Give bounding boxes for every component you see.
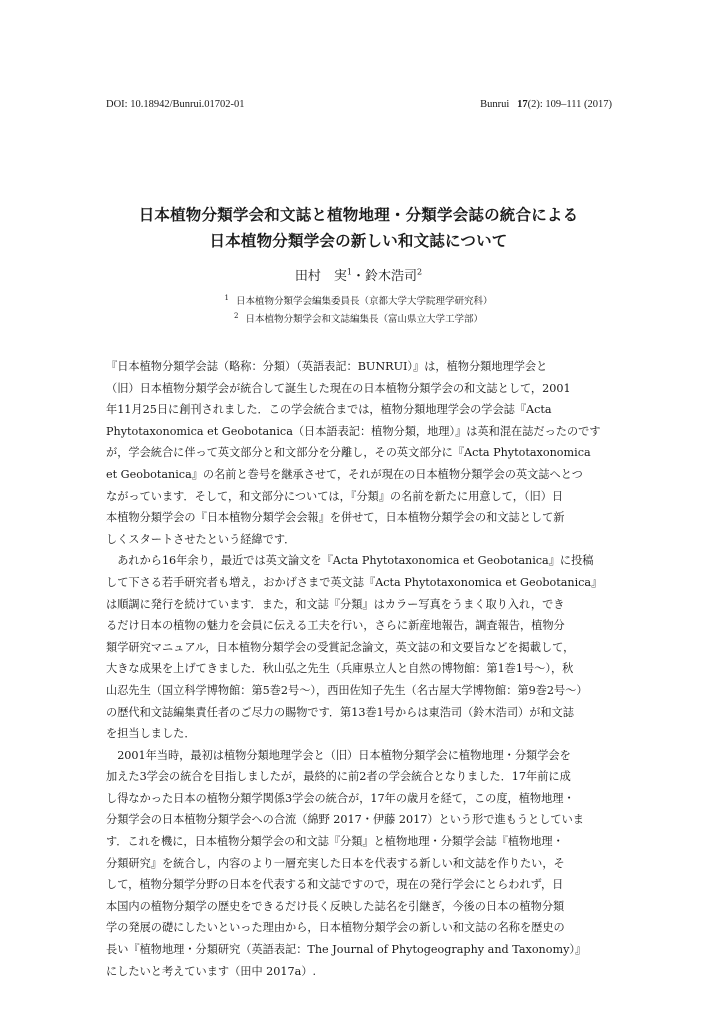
body-text-line: にしたいと考えています（田中 2017a）. [106,964,317,978]
body-text-line: ながっています．そして，和文部分については，『分類』の名前を新たに用意して，（旧）日 [106,489,564,503]
journal-name: Bunrui [480,99,510,110]
body-text-line: るだけ日本の植物の魅力を会員に伝える工夫を行い，さらに新産地報告，調査報告，植物分 [106,619,565,633]
body-text-line: 2001年当時，最初は植物分類地理学会と（旧）日本植物分類学会に植物地理・分類学会を [106,748,571,762]
affiliation-mark: 1 [346,267,352,277]
doi-line: DOI: 10.18942/Bunrui.01702-01 [106,99,245,110]
volume-number: 17 [517,99,528,110]
article-title-line-1: 日本植物分類学会和文誌と植物地理・分類学会誌の統合による [138,206,579,224]
body-text-line: et Geobotanica』の名前と巻号を継承させて，それが現在の日本植物分類学会の英文誌へとつ [106,467,583,481]
author-name: 鈴木浩司 [365,269,418,284]
body-text-line: 長い『植物地理・分類研究（英語表記：The Journal of Phytogeography and Taxonomy）』 [106,943,587,957]
body-text-line: が，学会統合に伴って英文部分と和文部分を分離し，その英文部分に『Acta Phytotaxonomica [106,446,591,460]
body-text-line: は順調に発行を続けています．また，和文誌『分類』はカラー写真をうまく取り入れ，でき [106,597,565,611]
journal-citation [480,99,612,110]
affiliation-mark: 2 [234,311,239,320]
author-list [0,265,717,284]
body-text-line: 年11月25日に創刊されました．この学会統合までは，植物分類地理学会の学会誌『Acta [106,403,552,417]
body-text-line: 学の発展の礎にしたいといった理由から，日本植物分類学会の新しい和文誌の名称を歴史の [106,921,565,935]
body-text-line: 『日本植物分類学会誌（略称：分類）（英語表記：BUNRUI）』は，植物分類地理学会と [106,360,548,373]
body-text-line: しくスタートさせたという経緯です． [106,532,296,546]
body-text-line: 分類学会の日本植物分類学会への合流（綿野 2017・伊藤 2017）という形で進もうとしていま [106,813,584,827]
body-text-line: して下さる若手研究者も増え，おかげさまで英文誌『Acta Phytotaxonomica et Geobotanica』 [106,575,603,589]
affiliation [0,293,717,307]
body-text-line: 加えた3学会の統合を目指しましたが，最終的に前2者の学会統合となりました．17年前に成 [106,770,571,784]
body-text-line: 分類研究』を統合し，内容のより一層充実した日本を代表する新しい和文誌を作りたい，そ [106,856,565,870]
affiliation-mark: 1 [224,293,229,302]
affiliation-text: 日本植物分類学会和文誌編集長（富山県立大学工学部） [245,314,483,325]
body-text-line: （旧）日本植物分類学会が統合して誕生した現在の日本植物分類学会の和文誌として，2001 [106,381,571,395]
body-text-line: あれから16年余り，最近では英文論文を『Acta Phytotaxonomica et Geobotanica』に投稿 [106,554,594,568]
affiliation [0,311,717,325]
body-text-line: 本国内の植物分類学の歴史をできるだけ長く反映した誌名を引継ぎ，今後の日本の植物分類 [106,899,565,913]
body-text-line: Phytotaxonomica et Geobotanica（日本語表記：植物分類，地理）』は英和混在誌だったのです [106,424,601,438]
body-text-line: して，植物分類学分野の日本を代表する和文誌ですので，現在の発行学会にとらわれず，日 [106,878,564,892]
body-text-line: す．これを機に，日本植物分類学会の和文誌『分類』と植物地理・分類学会誌『植物地理・ [106,835,564,849]
affiliation-mark: 2 [417,267,423,277]
author-name: 田村 実 [294,269,347,284]
body-text-line: の歴代和文誌編集責任者のご尽力の賜物です．第13巻1号からは東浩司（鈴木浩司）が和文誌 [106,705,574,719]
body-text-line: 本植物分類学会の『日本植物分類学会会報』を併せて，日本植物分類学会の和文誌として新 [106,511,565,525]
article-title-line-2: 日本植物分類学会の新しい和文誌について [209,232,508,250]
issue-pages: (2): 109–111 (2017) [527,99,612,110]
body-text-line: を担当しました． [106,727,196,741]
article-body [106,356,612,982]
body-text-line: 山忍先生（国立科学博物館：第5巻2号～），西田佐知子先生（名古屋大学博物館：第9巻2号～） [106,683,588,697]
body-text-line: し得なかった日本の植物分類学関係3学会の統合が，17年の歳月を経て，この度，植物地理・ [106,791,575,805]
body-text-line: 類学研究マニュアル，日本植物分類学会の受賞記念論文，英文誌の和文要旨などを掲載して， [106,640,575,654]
author-separator: ・ [351,269,365,284]
affiliation-text: 日本植物分類学会編集委員長（京都大学大学院理学研究科） [235,296,493,307]
body-text-line: 大きな成果を上げてきました．秋山弘之先生（兵庫県立人と自然の博物館：第1巻1号～），秋 [106,662,574,676]
